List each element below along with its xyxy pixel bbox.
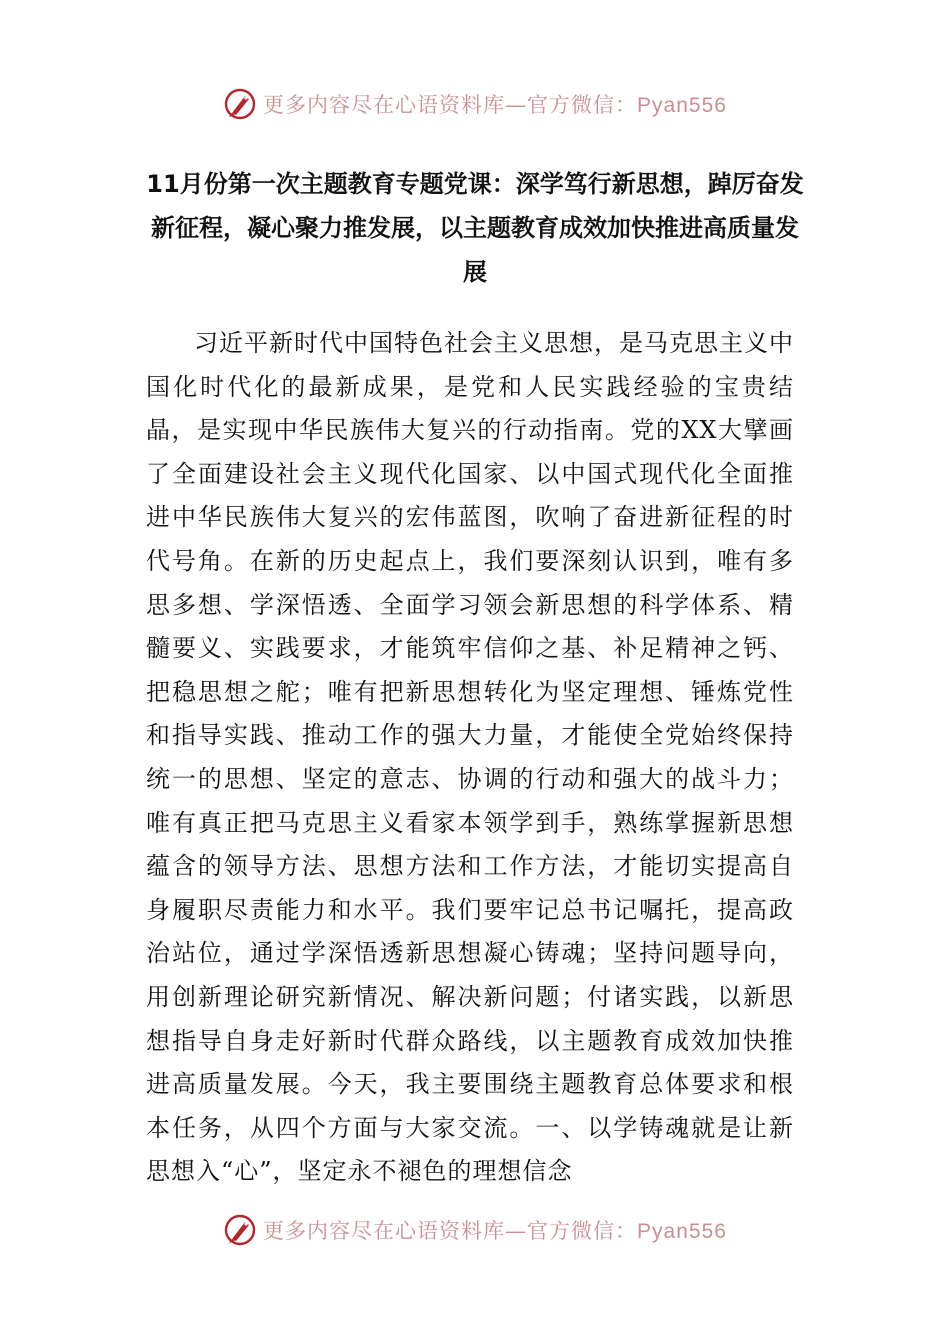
body-paragraph: 习近平新时代中国特色社会主义思想，是马克思主义中国化时代化的最新成果，是党和人民实践经验的宝贵结晶，是实现中华民族伟大复兴的行动指南。党的XX大擘画了全面建设社会主义现代化国家、以中国式现代化全面推进中华民族伟大复兴的宏伟蓝图，吹响了奋进新征程的时代号角。在新的历史起点上，我们要深刻认识到，唯有多思多想、学深悟透、全面学习领会新思想的科学体系、精髓要义、实践要求，才能筑牢信仰之基、补足精神之钙、把稳思想之舵；唯有把新思想转化为坚定理想、锤炼党性和指导实践、推动工作的强大力量，才能使全党始终保持统一的思想、坚定的意志、协调的行动和强大的战斗力；唯有真正把马克思主义看家本领学到手，熟练掌握新思想蕴含的领导方法、思想方法和工作方法，才能切实提高自身履职尽责能力和水平。我们要牢记总书记嘱托，提高政治站位，通过学深悟透新思想凝心铸魂；坚持问题导向，用创新理论研究新情况、解决新问题；付诸实践，以新思想指导自身走好新时代群众路线，以主题教育成效加快推进高质量发展。今天，我主要围绕主题教育总体要求和根本任务，从四个方面与大家交流。一、以学铸魂就是让新思想入“心”，坚定永不褪色的理想信念: [146, 329, 794, 1186]
wechat-id: Pyan556: [637, 1220, 727, 1243]
footer-watermark: [0, 1210, 950, 1250]
pen-nib-logo-icon: [223, 1213, 257, 1247]
watermark-text: 更多内容尽在心语资料库—官方微信：Pyan556: [263, 1219, 727, 1243]
pen-nib-logo-icon: [223, 87, 257, 121]
header-watermark: [0, 84, 950, 124]
watermark-text: 更多内容尽在心语资料库—官方微信：Pyan556: [263, 93, 727, 117]
document-title: 11月份第一次主题教育专题党课：深学笃行新思想，踔厉奋发新征程，凝心聚力推发展，以主题教育成效加快推进高质量发展: [146, 170, 804, 286]
wechat-id: Pyan556: [637, 94, 727, 117]
